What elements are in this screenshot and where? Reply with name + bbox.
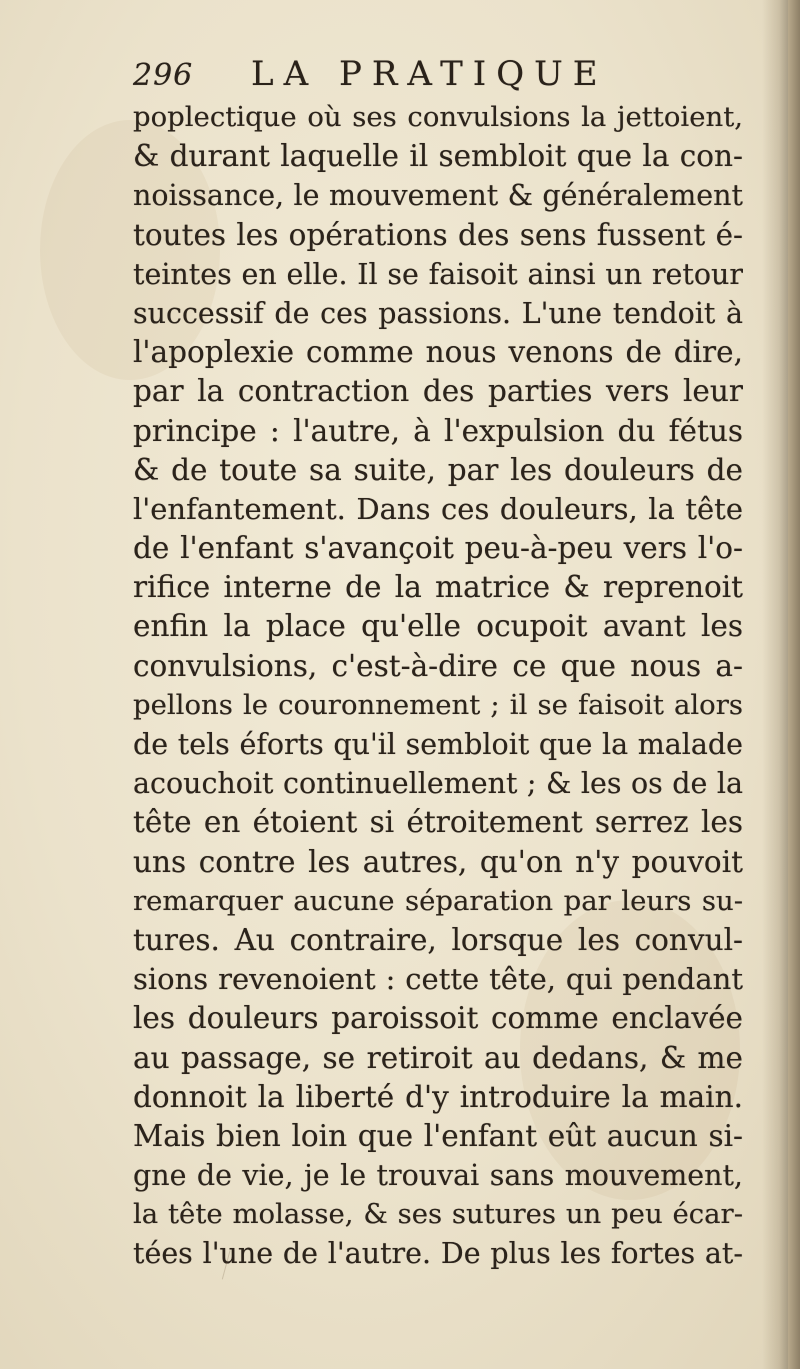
page-header	[133, 52, 753, 98]
text-line: & durant laquelle il sembloit que la con-	[133, 139, 743, 174]
text-line: toutes les opérations des sens fussent é-	[133, 217, 743, 252]
text-line: de tels éforts qu'il sembloit que la malade	[133, 728, 743, 761]
text-line: la tête molasse, & ses sutures un peu écar-	[133, 1198, 743, 1231]
text-line: au passage, se retiroit au dedans, & me	[133, 1040, 743, 1075]
text-line: sions revenoient : cette tête, qui pendant	[133, 962, 743, 997]
text-line: Mais bien loin que l'enfant eût aucun si-	[133, 1118, 743, 1153]
text-line: de l'enfant s'avançoit peu-à-peu vers l'o-	[133, 531, 743, 566]
page-number: 296	[133, 58, 194, 93]
text-line: & de toute sa suite, par les douleurs de	[133, 452, 743, 487]
text-line: tures. Au contraire, lorsque les convul-	[133, 922, 743, 957]
text-line: donnoit la liberté d'y introduire la main.	[133, 1079, 743, 1114]
text-line: noissance, le mouvement & généralement	[133, 179, 743, 213]
text-line: l'enfantement. Dans ces douleurs, la tête	[133, 491, 743, 526]
body-text	[133, 98, 743, 1274]
text-line: gne de vie, je le trouvai sans mouvement,	[133, 1159, 743, 1193]
text-line: pellons le couronnement ; il se faisoit alors	[133, 688, 743, 721]
running-title: LA PRATIQUE	[251, 54, 608, 94]
text-line: tées l'une de l'autre. De plus les fortes at-	[133, 1237, 743, 1271]
text-line: enfin la place qu'elle ocupoit avant les	[133, 609, 743, 644]
text-line: convulsions, c'est-à-dire ce que nous a-	[133, 648, 743, 683]
text-line: les douleurs paroissoit comme enclavée	[133, 1001, 743, 1036]
page-edge	[788, 0, 800, 1369]
text-line: poplectique où ses convulsions la jettoient,	[133, 101, 743, 133]
text-line: rifice interne de la matrice & reprenoit	[133, 570, 743, 605]
text-line: principe : l'autre, à l'expulsion du fétus	[133, 413, 743, 448]
text-line: par la contraction des parties vers leur	[133, 374, 743, 409]
text-line: tête en étoient si étroitement serrez les	[133, 805, 743, 840]
text-line: successif de ces passions. L'une tendoit à	[133, 296, 743, 330]
text-line: l'apoplexie comme nous venons de dire,	[133, 335, 743, 370]
text-line: remarquer aucune séparation par leurs su-	[133, 884, 743, 917]
text-line: teintes en elle. Il se faisoit ainsi un retour	[133, 257, 743, 291]
text-line: acouchoit continuellement ; & les os de la	[133, 767, 743, 801]
text-line: uns contre les autres, qu'on n'y pouvoit	[133, 844, 743, 879]
